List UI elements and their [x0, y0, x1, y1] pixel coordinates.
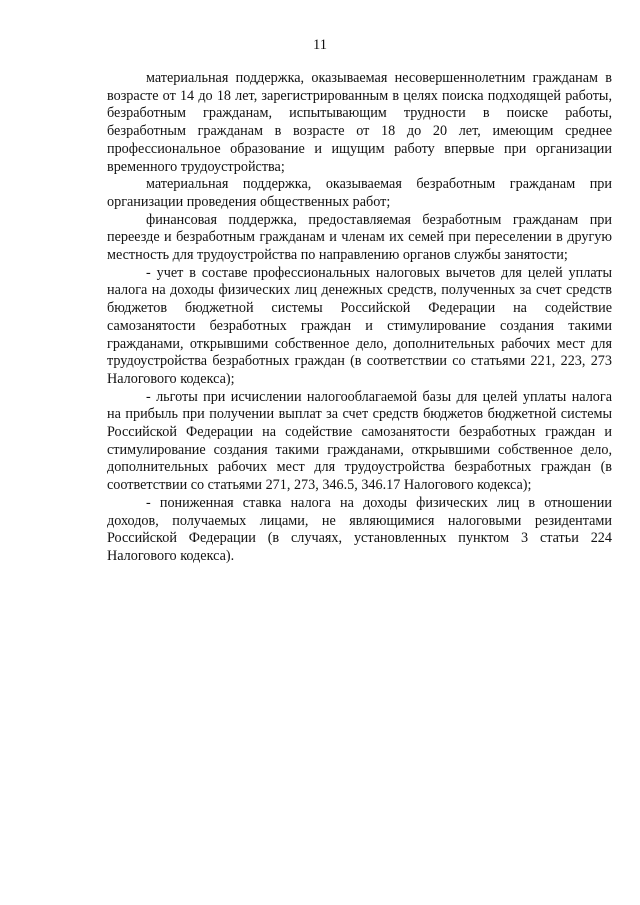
- paragraph-profit-tax-benefits: - льготы при исчислении налогооблагаемой базы для целей уплаты налога на прибыль при получении выплат за счет средств бюджетов бюджетной системы Российской Федерации на содействие самозанятости безработных граждан и стимулирование создания такими гражданами, открывшими собственное дело, дополнительных рабочих мест для трудоустройства безработных граждан (в соответствии со статьями 271, 273, 346.5, 346.17 Налогового кодекса);: [107, 388, 612, 494]
- page-number: 11: [313, 37, 327, 53]
- paragraph-financial-support-relocation: финансовая поддержка, предоставляемая безработным гражданам при переезде и безработным гражданам и членам их семей при переселении в другую местность для трудоустройства по направлению органов службы занятости;: [107, 211, 612, 264]
- document-body: [107, 70, 612, 566]
- paragraph-professional-tax-deductions: - учет в составе профессиональных налоговых вычетов для целей уплаты налога на доходы физических лиц денежных средств, полученных за счет средств бюджетов бюджетной системы Российской Федерации на содействие самозанятости безработных граждан и стимулирование создания такими гражданами, открывшими собственное дело, дополнительных рабочих мест для трудоустройства безработных граждан (в соответствии со статьями 221, 223, 273 Налогового кодекса);: [107, 264, 612, 387]
- paragraph-material-support-public-works: материальная поддержка, оказываемая безработным гражданам при организации проведения общественных работ;: [107, 176, 612, 210]
- paragraph-material-support-minors: материальная поддержка, оказываемая несовершеннолетним гражданам в возрасте от 14 до 18 лет, зарегистрированным в целях поиска подходящей работы, безработным гражданам, испытывающим трудности в поиске работы, безработным гражданам в возрасте от 18 до 20 лет, имеющим среднее профессиональное образование и ищущим работу впервые при организации временного трудоустройства;: [107, 70, 612, 175]
- paragraph-reduced-income-tax-rate: - пониженная ставка налога на доходы физических лиц в отношении доходов, получаемых лицами, не являющимися налоговыми резидентами Российской Федерации (в случаях, установленных пунктом 3 статьи 224 Налогового кодекса).: [107, 494, 612, 564]
